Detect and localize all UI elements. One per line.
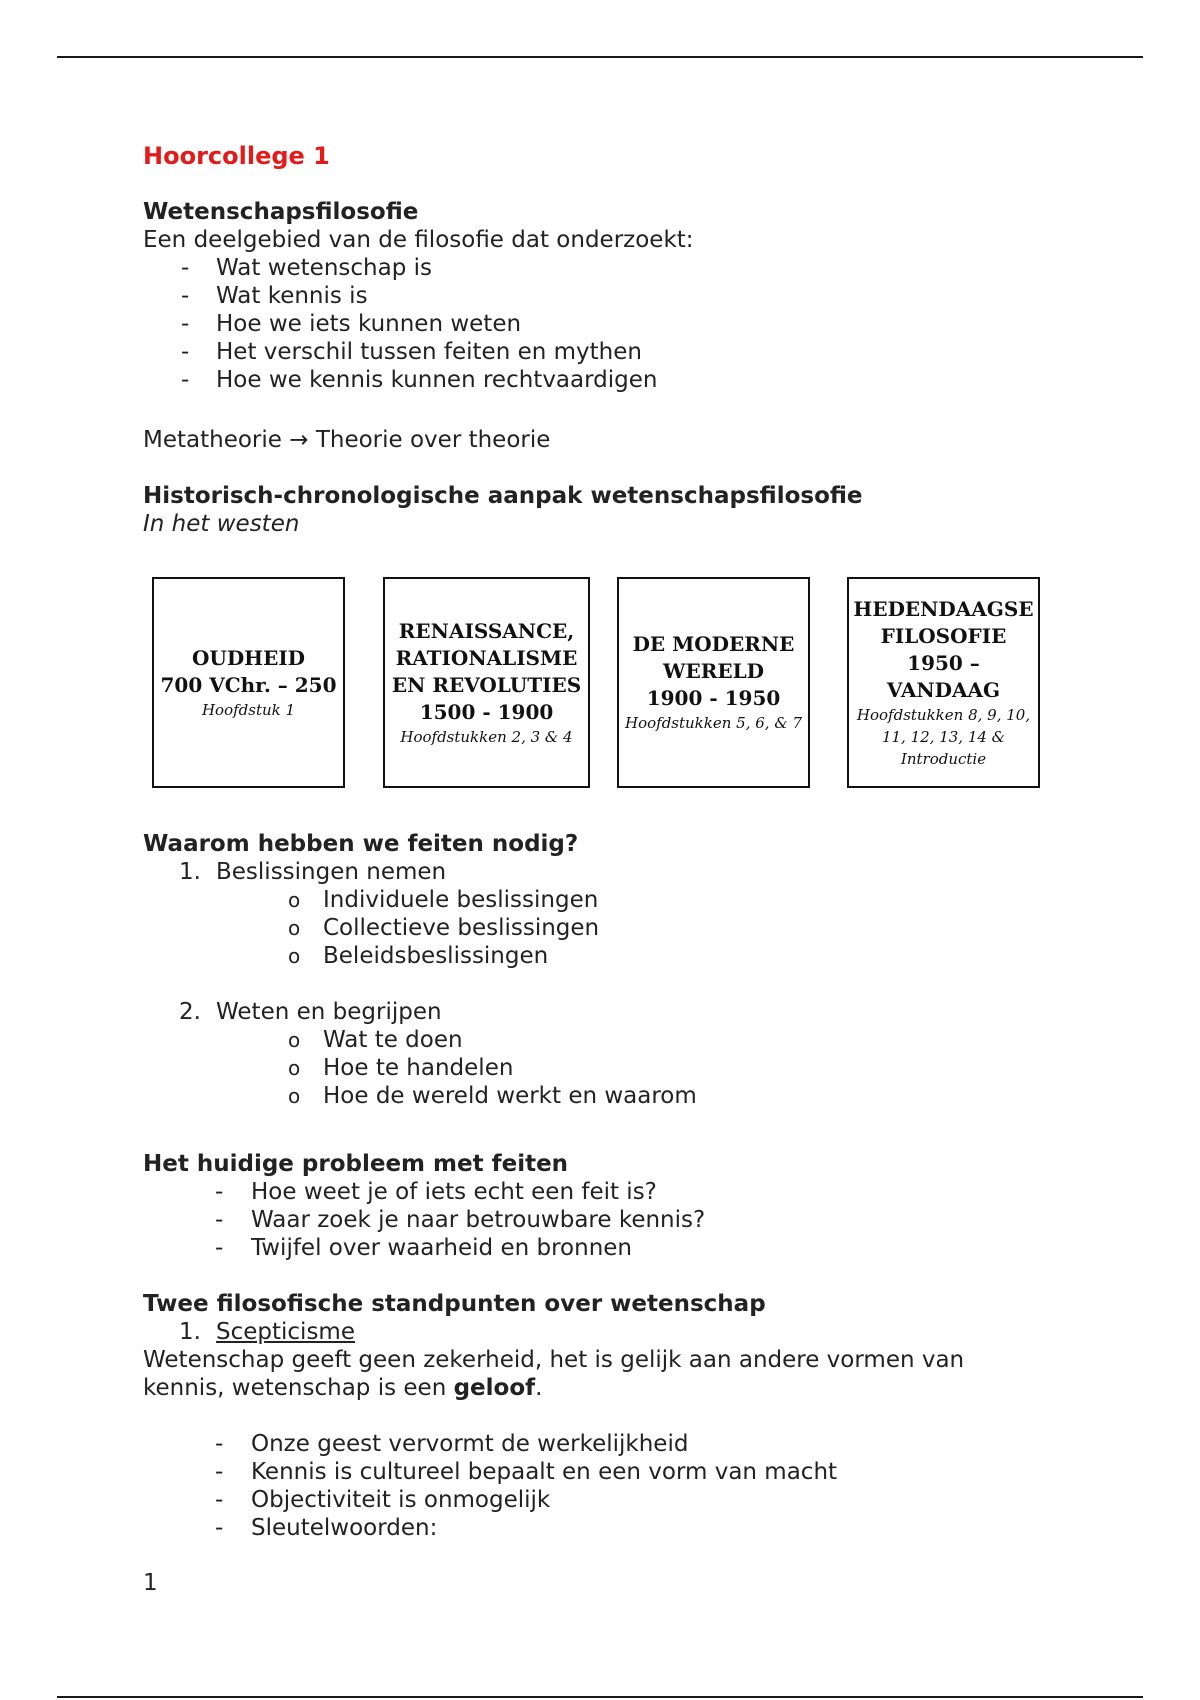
numbered-item	[143, 858, 697, 886]
period-dates: 700 VChr. – 250	[160, 672, 337, 697]
reasons-list	[143, 998, 697, 1026]
paragraph-end: .	[535, 1375, 543, 1401]
period-chapters: Hoofdstukken 2, 3 & 4	[400, 727, 573, 746]
item-number: 1.	[179, 1319, 201, 1345]
period-title: RENAISSANCE, RATIONALISME EN REVOLUTIES	[391, 618, 582, 697]
section-heading: Wetenschapsfilosofie	[143, 199, 419, 225]
section-huidige-probleem	[143, 1150, 705, 1262]
sub-item: o Hoe de wereld werkt en waarom	[143, 1082, 697, 1110]
paragraph-bold: geloof	[453, 1375, 536, 1401]
sub-list	[143, 886, 697, 970]
item-number: 2.	[179, 999, 201, 1025]
section-heading: Twee filosofische standpunten over wetenschap	[143, 1291, 766, 1317]
period-title: HEDENDAAGSE FILOSOFIE 1950 – VANDAAG	[853, 596, 1034, 702]
metatheory-line	[143, 426, 550, 454]
timeline-box-moderne-wereld	[617, 577, 810, 788]
list-item: - Onze geest vervormt de werkelijkheid	[143, 1430, 1043, 1458]
footer-rule	[57, 1696, 1143, 1698]
period-title: OUDHEID	[191, 645, 306, 670]
list-item: - Het verschil tussen feiten en mythen	[143, 338, 694, 366]
section-subtitle: In het westen	[143, 511, 300, 537]
period-chapters: Hoofdstukken 8, 9, 10, 11, 12, 13, 14 & Introductie	[856, 705, 1031, 768]
list-item: - Hoe we kennis kunnen rechtvaardigen	[143, 366, 694, 394]
list-item: - Hoe weet je of iets echt een feit is?	[143, 1178, 705, 1206]
list-item: - Sleutelwoorden:	[143, 1514, 1043, 1542]
list-item: - Waar zoek je naar betrouwbare kennis?	[143, 1206, 705, 1234]
section-heading: Historisch-chronologische aanpak wetenschapsfilosofie	[143, 483, 863, 509]
period-chapters: Hoofdstukken 5, 6, & 7	[625, 714, 802, 732]
timeline-box-oudheid	[152, 577, 345, 788]
scepticisme-paragraph	[143, 1346, 1043, 1402]
topic-list	[143, 254, 694, 394]
section-historisch	[143, 482, 863, 538]
page-number: 1	[143, 1570, 158, 1596]
page-title: Hoorcollege 1	[143, 142, 330, 170]
arrow-right-icon: →	[289, 427, 309, 453]
list-item: - Kennis is cultureel bepaalt en een vorm van macht	[143, 1458, 1043, 1486]
timeline-diagram	[152, 577, 1052, 792]
metatheory-term: Metatheorie	[143, 427, 282, 453]
metatheory-definition: Theorie over theorie	[315, 427, 551, 453]
section-waarom-feiten	[143, 830, 697, 1110]
sub-item: o Wat te doen	[143, 1026, 697, 1054]
list-item: - Hoe we iets kunnen weten	[143, 310, 694, 338]
section-wetenschapsfilosofie	[143, 198, 694, 394]
list-item: - Objectiviteit is onmogelijk	[143, 1486, 1043, 1514]
reasons-list	[143, 858, 697, 886]
timeline-box-hedendaagse	[847, 577, 1040, 788]
paragraph-text: Wetenschap geeft geen zekerheid, het is gelijk aan andere vormen van kennis, wetenschap is een	[143, 1347, 965, 1401]
standpoints-list	[143, 1318, 1043, 1346]
scepticisme-list	[143, 1430, 1043, 1542]
list-item: - Twijfel over waarheid en bronnen	[143, 1234, 705, 1262]
sub-item: o Beleidsbeslissingen	[143, 942, 697, 970]
item-number: 1.	[179, 859, 201, 885]
timeline-box-renaissance	[383, 577, 590, 788]
numbered-item	[143, 998, 697, 1026]
period-chapters: Hoofdstuk 1	[201, 700, 296, 719]
section-intro: Een deelgebied van de filosofie dat onderzoekt:	[143, 227, 694, 253]
period-title: DE MODERNE WERELD	[632, 632, 795, 683]
section-heading: Waarom hebben we feiten nodig?	[143, 831, 579, 857]
numbered-item	[143, 1318, 1043, 1346]
sub-item: o Collectieve beslissingen	[143, 914, 697, 942]
section-standpunten	[143, 1290, 1043, 1542]
item-label: Weten en begrijpen	[216, 999, 442, 1025]
item-label: Scepticisme	[216, 1319, 355, 1345]
sub-item: o Hoe te handelen	[143, 1054, 697, 1082]
period-dates: 1900 - 1950	[646, 686, 781, 710]
sub-list	[143, 1026, 697, 1110]
problem-list	[143, 1178, 705, 1262]
period-dates: 1500 - 1900	[419, 699, 554, 724]
sub-item: o Individuele beslissingen	[143, 886, 697, 914]
header-rule	[57, 56, 1143, 58]
list-item: - Wat wetenschap is	[143, 254, 694, 282]
list-item: - Wat kennis is	[143, 282, 694, 310]
section-heading: Het huidige probleem met feiten	[143, 1151, 569, 1177]
item-label: Beslissingen nemen	[216, 859, 447, 885]
